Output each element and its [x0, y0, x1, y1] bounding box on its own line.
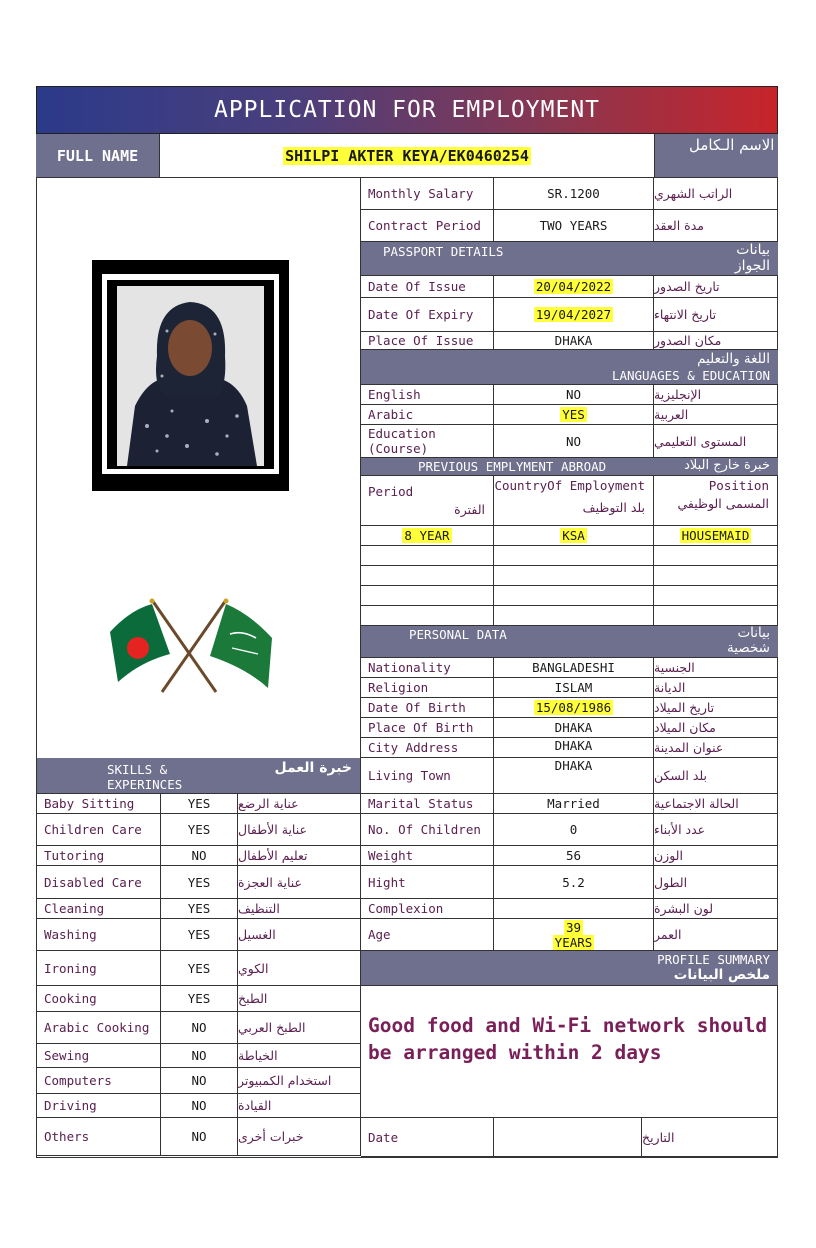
complexion-value [494, 899, 654, 919]
weight-label: Weight [361, 846, 494, 866]
place-issue-value: DHAKA [494, 332, 654, 350]
dob-value: 15/08/1986 [494, 698, 654, 718]
skill-label-ar: خبرات أخرى [238, 1118, 361, 1156]
education-value: NO [494, 425, 654, 458]
english-value: NO [494, 385, 654, 405]
religion-label: Religion [361, 678, 494, 698]
empty-cell [654, 586, 778, 606]
full-name-value: SHILPI AKTER KEYA/EK0460254 [285, 146, 529, 165]
skill-value: NO [161, 1044, 238, 1068]
religion-value: ISLAM [494, 678, 654, 698]
skill-value: NO [161, 1118, 238, 1156]
weight-value: 56 [494, 846, 654, 866]
nationality-label: Nationality [361, 658, 494, 678]
date-value[interactable] [494, 1118, 642, 1157]
prev-position-value: HOUSEMAID [654, 526, 778, 546]
city-value: DHAKA [494, 738, 654, 758]
profile-summary-text: Good food and Wi-Fi network should be arranged within 2 days [368, 1014, 768, 1064]
english-label-ar: الإنجليزية [654, 385, 778, 405]
city-label: City Address [361, 738, 494, 758]
period-header: Period الفترة [361, 476, 494, 526]
position-header: Position المسمى الوظيفي [654, 476, 778, 526]
skill-value: YES [161, 814, 238, 846]
complexion-label: Complexion [361, 899, 494, 919]
skill-label-ar: الغسيل [238, 919, 361, 951]
contract-label-ar: مدة العقد [654, 210, 778, 242]
applicant-photo [117, 286, 264, 466]
full-name-row [36, 134, 778, 178]
empty-cell [654, 546, 778, 566]
expiry-date-value: 19/04/2027 [494, 298, 654, 332]
arabic-label-ar: العربية [654, 405, 778, 425]
empty-cell [494, 586, 654, 606]
skill-label: Baby Sitting [37, 794, 161, 814]
english-label: English [361, 385, 494, 405]
date-label-ar: التاريخ [642, 1118, 778, 1157]
place-issue-label-ar: مكان الصدور [654, 332, 778, 350]
skill-label-ar: الطبخ العربي [238, 1012, 361, 1044]
skill-label: Cleaning [37, 899, 161, 919]
skill-label-ar: تعليم الأطفال [238, 846, 361, 866]
empty-cell [361, 586, 494, 606]
skill-label-ar: عناية العجزة [238, 866, 361, 899]
skill-value: NO [161, 1094, 238, 1118]
arabic-label: Arabic [361, 405, 494, 425]
skill-label-ar: التنظيف [238, 899, 361, 919]
religion-label-ar: الديانة [654, 678, 778, 698]
arabic-value: YES [494, 405, 654, 425]
skill-value: NO [161, 1068, 238, 1094]
skill-value: YES [161, 919, 238, 951]
empty-cell [361, 566, 494, 586]
skill-value: YES [161, 794, 238, 814]
marital-label-ar: الحالة الاجتماعية [654, 794, 778, 814]
prev-period-value: 8 YEAR [361, 526, 494, 546]
issue-date-label: Date Of Issue [361, 276, 494, 298]
empty-cell [494, 566, 654, 586]
skill-label: Arabic Cooking [37, 1012, 161, 1044]
place-issue-label: Place Of Issue [361, 332, 494, 350]
issue-date-label-ar: تاريخ الصدور [654, 276, 778, 298]
empty-cell [494, 546, 654, 566]
dob-label-ar: تاريخ الميلاد [654, 698, 778, 718]
skill-label: Sewing [37, 1044, 161, 1068]
marital-label: Marital Status [361, 794, 494, 814]
skill-label: Computers [37, 1068, 161, 1094]
education-label-ar: المستوى التعليمي [654, 425, 778, 458]
town-label-ar: بلد السكن [654, 758, 778, 794]
pob-label: Place Of Birth [361, 718, 494, 738]
expiry-date-label: Date Of Expiry [361, 298, 494, 332]
skill-label: Children Care [37, 814, 161, 846]
skill-label-ar: عناية الأطفال [238, 814, 361, 846]
town-value: DHAKA [494, 758, 654, 794]
passport-header: PASSPORT DETAILS بيانات الجواز [361, 242, 778, 276]
issue-date-value: 20/04/2022 [494, 276, 654, 298]
full-name-label-ar: الاسم الـكامل [654, 134, 778, 177]
salary-label: Monthly Salary [361, 178, 494, 210]
crossed-flags-icon [100, 592, 280, 696]
age-label-ar: العمر [654, 919, 778, 951]
city-label-ar: عنوان المدينة [654, 738, 778, 758]
salary-label-ar: الراتب الشهري [654, 178, 778, 210]
skill-label: Driving [37, 1094, 161, 1118]
form-title: APPLICATION FOR EMPLOYMENT [36, 86, 778, 134]
education-label: Education (Course) [361, 425, 494, 458]
prev-country-value: KSA [494, 526, 654, 546]
empty-cell [654, 566, 778, 586]
skill-label-ar: الطبخ [238, 986, 361, 1012]
skill-label-ar: الكوي [238, 951, 361, 986]
children-label: No. Of Children [361, 814, 494, 846]
marital-value: Married [494, 794, 654, 814]
skill-value: NO [161, 846, 238, 866]
town-label: Living Town [361, 758, 494, 794]
salary-value: SR.1200 [494, 178, 654, 210]
skill-value: NO [161, 1012, 238, 1044]
skill-label: Washing [37, 919, 161, 951]
height-label: Hight [361, 866, 494, 899]
skills-header: SKILLS & EXPERINCES خبرة العمل [37, 758, 361, 794]
skill-value: YES [161, 899, 238, 919]
skill-label-ar: الخياطة [238, 1044, 361, 1068]
profile-summary-header: PROFILE SUMMARY ملخص البيانات [361, 951, 778, 986]
empty-cell [361, 546, 494, 566]
skill-label: Cooking [37, 986, 161, 1012]
contract-label: Contract Period [361, 210, 494, 242]
children-value: 0 [494, 814, 654, 846]
empty-cell [654, 606, 778, 626]
skill-value: YES [161, 951, 238, 986]
expiry-date-label-ar: تاريخ الانتهاء [654, 298, 778, 332]
country-header: CountryOf Employment بلد التوظيف [494, 476, 654, 526]
empty-cell [361, 606, 494, 626]
complexion-label-ar: لون البشرة [654, 899, 778, 919]
languages-header: اللغة والتعليم LANGUAGES & EDUCATION [361, 350, 778, 385]
age-label: Age [361, 919, 494, 951]
height-value: 5.2 [494, 866, 654, 899]
weight-label-ar: الوزن [654, 846, 778, 866]
contract-value: TWO YEARS [494, 210, 654, 242]
skill-label-ar: استخدام الكمبيوتر [238, 1068, 361, 1094]
age-value: 39 YEARS [494, 919, 654, 951]
skill-value: YES [161, 866, 238, 899]
personal-data-header: PERSONAL DATA بيانات شخصية [361, 626, 778, 658]
children-label-ar: عدد الأبناء [654, 814, 778, 846]
date-label: Date [361, 1118, 494, 1157]
height-label-ar: الطول [654, 866, 778, 899]
skill-label: Ironing [37, 951, 161, 986]
nationality-value: BANGLADESHI [494, 658, 654, 678]
pob-value: DHAKA [494, 718, 654, 738]
skill-label: Tutoring [37, 846, 161, 866]
skill-label-ar: عناية الرضع [238, 794, 361, 814]
skill-label: Disabled Care [37, 866, 161, 899]
skill-label: Others [37, 1118, 161, 1156]
skill-label-ar: القيادة [238, 1094, 361, 1118]
previous-employment-header: PREVIOUS EMPLYMENT ABROAD خبرة خارج البلاد [361, 458, 778, 476]
pob-label-ar: مكان الميلاد [654, 718, 778, 738]
nationality-label-ar: الجنسية [654, 658, 778, 678]
full-name-label: FULL NAME [36, 134, 160, 177]
skill-value: YES [161, 986, 238, 1012]
empty-cell [494, 606, 654, 626]
dob-label: Date Of Birth [361, 698, 494, 718]
